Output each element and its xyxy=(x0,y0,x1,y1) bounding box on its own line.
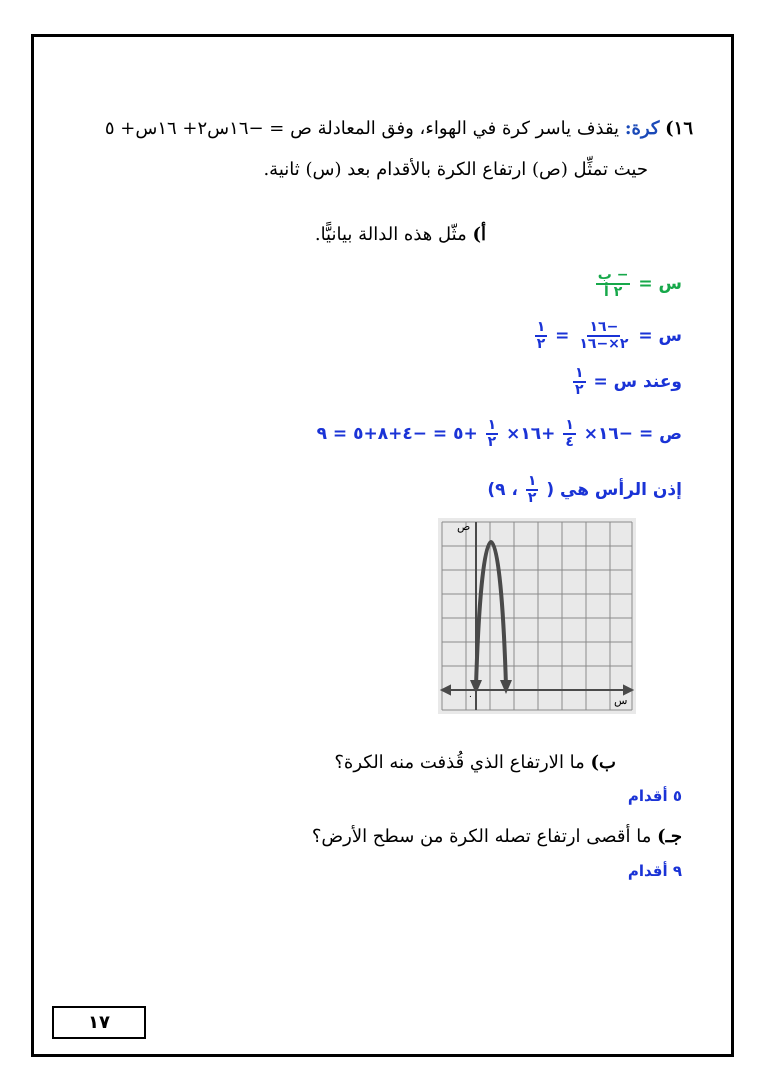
substitute-x-fraction xyxy=(573,366,586,398)
part-a-prompt xyxy=(315,224,486,245)
vertex-formula xyxy=(594,268,682,300)
fraction-numerator: ١ xyxy=(565,417,574,433)
substitute-x-text: وعند س = xyxy=(593,372,682,392)
vertex-result-tail: ، ٩) xyxy=(487,480,518,500)
fraction-numerator: ١ xyxy=(536,319,546,335)
question-text-1: يقذف ياسر كرة في الهواء، وفق المعادلة ص = −١٦س٢+ ١٦س+ ٥ xyxy=(104,118,620,139)
fraction-numerator: ١ xyxy=(575,365,584,381)
equals-sign: = xyxy=(555,326,570,346)
part-c-prompt xyxy=(312,826,682,847)
parabola-graph xyxy=(438,518,636,714)
part-b-prompt xyxy=(334,752,616,773)
vertex-formula-fraction xyxy=(596,268,631,300)
x-vertex-lhs: س = xyxy=(638,326,682,346)
x-vertex-calc xyxy=(533,320,682,352)
page-number: ١٧ xyxy=(88,1012,110,1033)
question-line-2 xyxy=(263,158,648,182)
vertex-formula-lhs: س = xyxy=(638,274,682,294)
fraction-denominator: ٢ أ xyxy=(604,284,623,300)
question-number: ١٦) xyxy=(665,118,693,139)
x-vertex-result xyxy=(535,320,548,352)
question-line-1 xyxy=(105,117,693,141)
part-c-text: ما أقصى ارتفاع تصله الكرة من سطح الأرض؟ xyxy=(311,826,652,847)
part-b-text: ما الارتفاع الذي قُذفت منه الكرة؟ xyxy=(334,752,585,773)
fraction-quarter xyxy=(563,418,576,450)
y-vertex-calc xyxy=(317,418,682,450)
question-text-2: حيث تمثِّل (ص) ارتفاع الكرة بالأقدام بعد (س) ثانية. xyxy=(263,159,648,180)
part-b-letter: ب) xyxy=(590,752,616,773)
fraction-denominator: ٢ xyxy=(575,382,584,398)
part-a-text: مثّل هذه الدالة بيانيًّا. xyxy=(314,224,467,245)
vertex-result-fraction xyxy=(526,474,539,506)
x-vertex-fraction xyxy=(577,320,630,352)
substitute-x xyxy=(571,366,682,398)
axes xyxy=(442,522,632,710)
fraction-denominator: ٢ xyxy=(487,434,497,450)
fraction-denominator: ٢×−١٦ xyxy=(579,336,629,352)
graph-origin-label: ٠ xyxy=(468,692,473,702)
graph-y-label: ص xyxy=(457,520,471,533)
x-axis-arrow-left xyxy=(442,686,450,694)
grid-lines xyxy=(442,522,632,710)
graph-x-label: س xyxy=(614,694,628,707)
fraction-denominator: ٢ xyxy=(527,490,537,506)
vertex-result-text: إذن الرأس هي ( xyxy=(546,480,682,500)
vertex-result xyxy=(487,474,682,506)
fraction-numerator: − ب xyxy=(597,267,629,283)
fraction-denominator: ٢ xyxy=(536,336,546,352)
x-axis-arrow-right xyxy=(624,686,632,694)
y-vertex-lhs: ص = −١٦× xyxy=(583,424,682,444)
y-vertex-mid: +١٦× xyxy=(506,424,556,444)
part-a-letter: أ) xyxy=(472,224,486,245)
y-vertex-tail: +٥ = −٤+٨+٥ = ٩ xyxy=(316,424,478,444)
fraction-numerator: ١ xyxy=(527,473,537,489)
fraction-half xyxy=(486,418,499,450)
fraction-numerator: ١ xyxy=(487,417,497,433)
part-b-answer: ٥ أقدام xyxy=(627,787,682,805)
part-c-answer: ٩ أقدام xyxy=(627,862,682,880)
question-title: كرة: xyxy=(624,118,660,139)
graph-svg xyxy=(438,518,636,714)
curve-arrow-right xyxy=(500,680,512,694)
page-number-box xyxy=(52,1006,146,1039)
fraction-denominator: ٤ xyxy=(565,434,574,450)
parabola-curve xyxy=(476,542,506,686)
part-c-letter: جـ) xyxy=(657,826,682,847)
fraction-numerator: −١٦ xyxy=(589,319,619,335)
